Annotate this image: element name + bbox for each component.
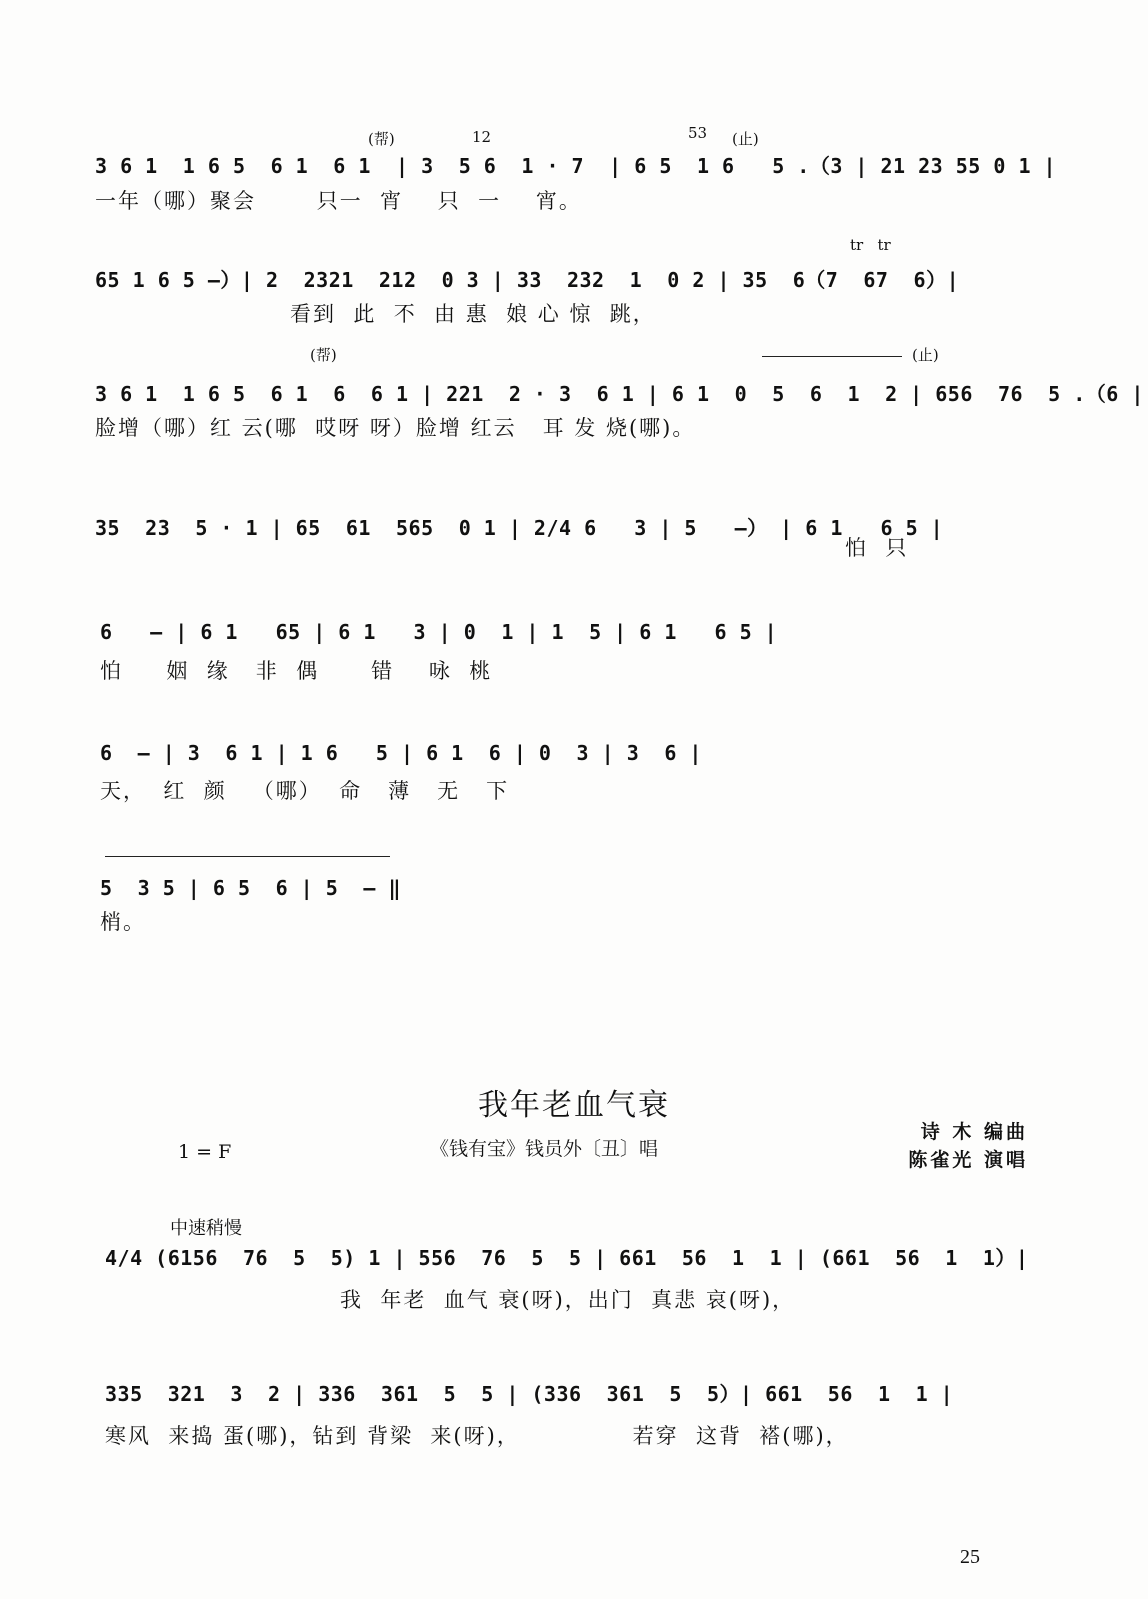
credits: [908, 1118, 1028, 1174]
page-number: 25: [960, 1546, 980, 1568]
notation-line: 65 1 6 5 —）| 2 2321 212 0 3 | 33 232 1 0 2 | 35 6（7 67 6）|: [95, 268, 960, 292]
notation-line: 35 23 5 · 1 | 65 61 565 0 1 | 2/4 6 3 | 5 —） | 6 1 6 5 |: [95, 516, 944, 540]
score-system-5: [0, 600, 1148, 690]
lyrics-line: 我 年老 血气 衰(呀)，出门 真悲 哀(呀)，: [340, 1288, 796, 1312]
notation-line: 6 — | 3 6 1 | 1 6 5 | 6 1 6 | 0 3 | 3 6 |: [100, 741, 702, 765]
marking-bang: (帮): [368, 130, 395, 148]
trill-marking: tr tr: [850, 236, 891, 254]
notation-line: 6 — | 6 1 65 | 6 1 3 | 0 1 | 1 5 | 6 1 6 5 |: [100, 620, 778, 644]
grace-note: 12: [472, 128, 492, 146]
score-system-8: [0, 1232, 1148, 1312]
key-signature: 1 = F: [178, 1141, 232, 1163]
source-note: 《钱有宝》钱员外〔丑〕唱: [430, 1138, 659, 1160]
score-system-2: [0, 232, 1148, 332]
marking-zhi: (止): [732, 130, 759, 148]
song-title: 我年老血气衰: [478, 1088, 670, 1123]
grace-note: 53: [688, 124, 708, 142]
score-system-3: [0, 342, 1148, 442]
composer-credit: 诗 木 编曲: [920, 1121, 1028, 1143]
lyrics-line: 天， 红 颜 （哪） 命 薄 无 下: [100, 779, 510, 803]
notation-line: 3 6 1 1 6 5 6 1 6 1 | 3 5 6 1 · 7 | 6 5 1 6 5 .（3 | 21 23 55 0 1 |: [95, 154, 1057, 178]
lyrics-line: 寒风 来捣 蛋(哪)，钻到 背梁 来(呀)， 若穿 这背 褡(哪)，: [105, 1424, 849, 1448]
score-system-1: [0, 120, 1148, 220]
slur-line: [762, 356, 902, 357]
marking-zhi: (止): [912, 346, 939, 364]
score-system-9: [0, 1368, 1148, 1448]
lyrics-line: 怕 姻 缘 非 偶 错 咏 桃: [100, 659, 493, 683]
notation-line: 335 321 3 2 | 336 361 5 5 | (336 361 5 5）| 661 56 1 1 |: [105, 1382, 954, 1406]
lyrics-line: 看到 此 不 由 惠 娘 心 惊 跳，: [290, 302, 656, 326]
singer-credit: 陈雀光 演唱: [908, 1149, 1028, 1171]
slur-line: [105, 856, 390, 857]
score-system-4: [0, 490, 1148, 570]
marking-bang: (帮): [310, 346, 337, 364]
score-system-6: [0, 725, 1148, 815]
lyrics-line: 脸增（哪）红 云(哪 哎呀 呀）脸增 红云 耳 发 烧(哪)。: [95, 416, 696, 440]
notation-line: 3 6 1 1 6 5 6 1 6 6 1 | 221 2 · 3 6 1 | 6 1 0 5 6 1 2 | 656 76 5 .（6 |: [95, 382, 1144, 406]
lyrics-line: 梢。: [100, 910, 146, 934]
score-system-7: [0, 850, 1148, 940]
lyrics-line: 一年（哪）聚会 只一 宵 只 一 宵。: [95, 189, 582, 213]
notation-line: 4/4 (6156 76 5 5) 1 | 556 76 5 5 | 661 56 1 1 | (661 56 1 1）|: [105, 1246, 1029, 1270]
tempo-marking: 中速稍慢: [170, 1218, 242, 1239]
notation-line: 5 3 5 | 6 5 6 | 5 — ‖: [100, 876, 401, 900]
lyrics-line: 怕 只: [845, 536, 909, 560]
